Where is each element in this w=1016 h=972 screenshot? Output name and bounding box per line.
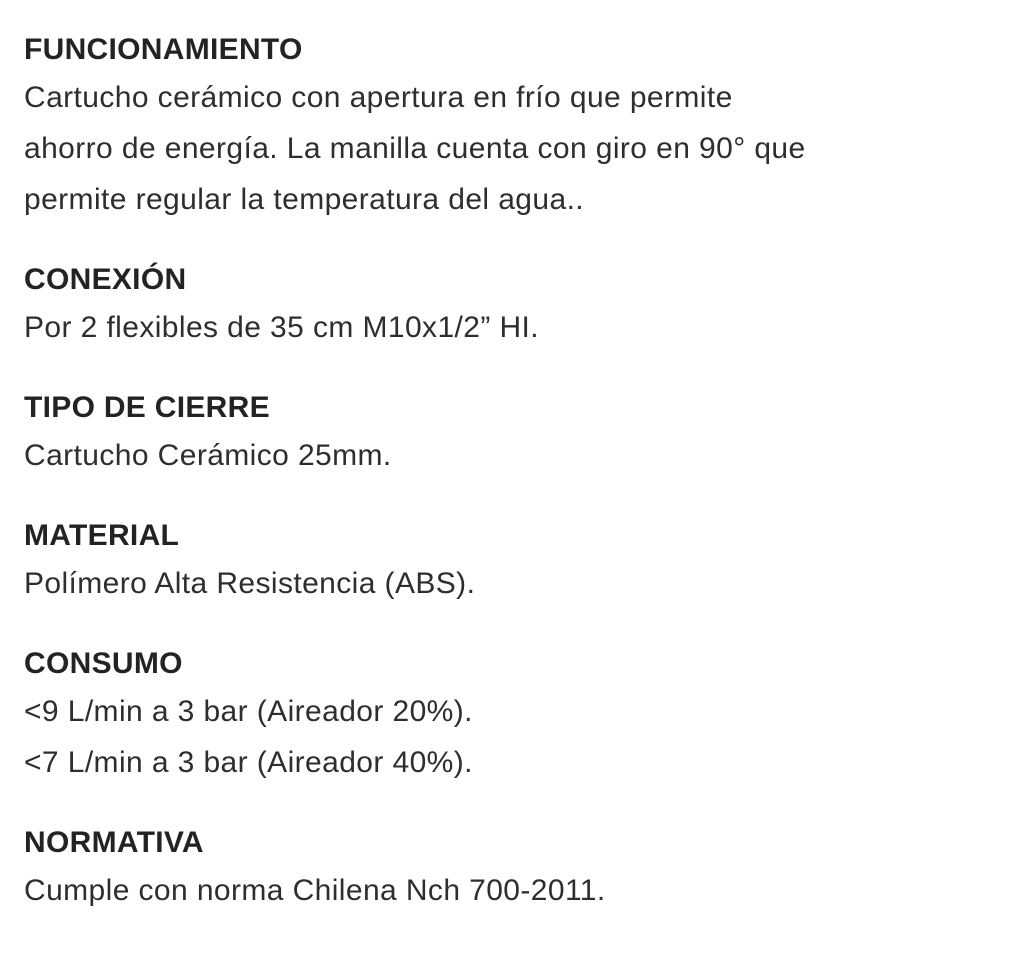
- spec-normativa: [24, 821, 984, 916]
- spec-funcionamiento: [24, 28, 984, 225]
- spec-title: TIPO DE CIERRE: [24, 391, 270, 424]
- spec-text-line: permite regular la temperatura del agua..: [24, 183, 585, 216]
- spec-title: MATERIAL: [24, 519, 180, 552]
- section-spacer: [24, 481, 984, 514]
- spec-title: NORMATIVA: [24, 826, 204, 859]
- section-spacer: [24, 225, 984, 258]
- spec-tipo-de-cierre: [24, 386, 984, 481]
- spec-text-line: Cumple con norma Chilena Nch 700-2011.: [24, 874, 606, 907]
- spec-material: [24, 514, 984, 609]
- spec-text-line: <9 L/min a 3 bar (Aireador 20%).: [24, 695, 473, 728]
- spec-text-line: Polímero Alta Resistencia (ABS).: [24, 567, 476, 600]
- spec-text-line: <7 L/min a 3 bar (Aireador 40%).: [24, 746, 473, 779]
- section-spacer: [24, 609, 984, 642]
- spec-text-line: Cartucho Cerámico 25mm.: [24, 439, 392, 472]
- spec-text-line: ahorro de energía. La manilla cuenta con giro en 90° que: [24, 132, 806, 165]
- section-spacer: [24, 353, 984, 386]
- spec-title: FUNCIONAMIENTO: [24, 33, 303, 66]
- spec-title: CONEXIÓN: [24, 263, 187, 296]
- spec-title: CONSUMO: [24, 647, 183, 680]
- spec-consumo: [24, 642, 984, 788]
- section-spacer: [24, 788, 984, 821]
- spec-text-line: Por 2 flexibles de 35 cm M10x1/2” HI.: [24, 311, 540, 344]
- spec-conexion: [24, 258, 984, 353]
- spec-text-line: Cartucho cerámico con apertura en frío que permite: [24, 81, 733, 114]
